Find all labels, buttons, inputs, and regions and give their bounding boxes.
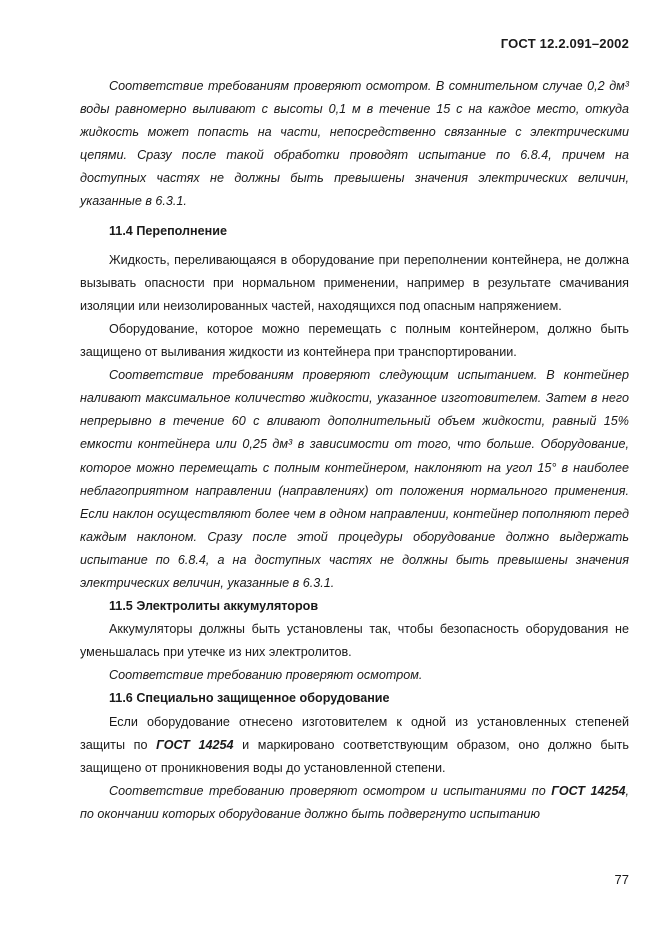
text-span: и маркировано соответствующим образом, оно должно быть защищено от проникновения воды до установленной степени.	[80, 737, 629, 775]
paragraph: Соответствие требованиям проверяют осмотром. В сомнительном случае 0,2 дм³ воды равномерно выливают с высоты 0,1 м в течение 15 с на каждое место, откуда жидкость может попасть на части, непосредственно связанные с электрическими цепями. Сразу после такой обработки проводят испытание по 6.8.4, причем на доступных частях не должны быть превышены значения электрических величин, указанные в 6.3.1.	[80, 79, 629, 209]
page-body	[80, 75, 629, 826]
standard-reference: ГОСТ 14254	[156, 737, 234, 752]
section-heading: 11.6 Специально защищенное оборудование	[109, 691, 390, 706]
standard-reference: ГОСТ 14254	[551, 783, 626, 798]
section-heading: 11.5 Электролиты аккумуляторов	[109, 599, 319, 614]
paragraph: Соответствие требованиям проверяют следующим испытанием. В контейнер наливают максимальное количество жидкости, указанное изготовителем. Затем в него непрерывно в течение 60 с вливают дополнительный объем жидкости, равный 15% емкости контейнера или 0,25 дм³ в зависимости от того, что больше. Оборудование, которое можно перемещать с полным контейнером, наклоняют на угол 15° в наиболее неблагоприятном направлении (направлениях) от положения нормального применения. Если наклон осуществляют более чем в одном направлении, контейнер пополняют перед каждым наклоном. Сразу после этой процедуры оборудование должно выдержать испытание по 6.8.4, а на доступных частях не должны быть превышены значения электрических величин, указанные в 6.3.1.	[80, 368, 629, 590]
page-number: 77	[614, 872, 629, 887]
paragraph: Аккумуляторы должны быть установлены так, чтобы безопасность оборудования не уменьшалась при утечке из них электролитов.	[80, 622, 629, 660]
paragraph: Жидкость, переливающаяся в оборудование при переполнении контейнера, не должна вызывать опасности при нормальном применении, например в результате смачивания изоляции или неизолированных частей, находящихся под опасным напряжением.	[80, 252, 629, 313]
section-heading: 11.4 Переполнение	[109, 223, 228, 238]
document-code: ГОСТ 12.2.091–2002	[500, 36, 629, 51]
paragraph: Оборудование, которое можно перемещать с полным контейнером, должно быть защищено от выливания жидкости из контейнера при транспортировании.	[80, 321, 629, 360]
paragraph: Соответствие требованию проверяют осмотром.	[109, 668, 423, 683]
paragraph	[80, 711, 629, 780]
text-span: Если оборудование отнесено изготовителем к одной из установленных степеней защиты по	[80, 714, 629, 752]
text-span: Соответствие требованию проверяют осмотром и испытаниями по	[109, 783, 552, 798]
text-span: , по окончании которых оборудование должно быть подвергнуто испытанию	[80, 783, 629, 821]
paragraph	[80, 780, 629, 826]
